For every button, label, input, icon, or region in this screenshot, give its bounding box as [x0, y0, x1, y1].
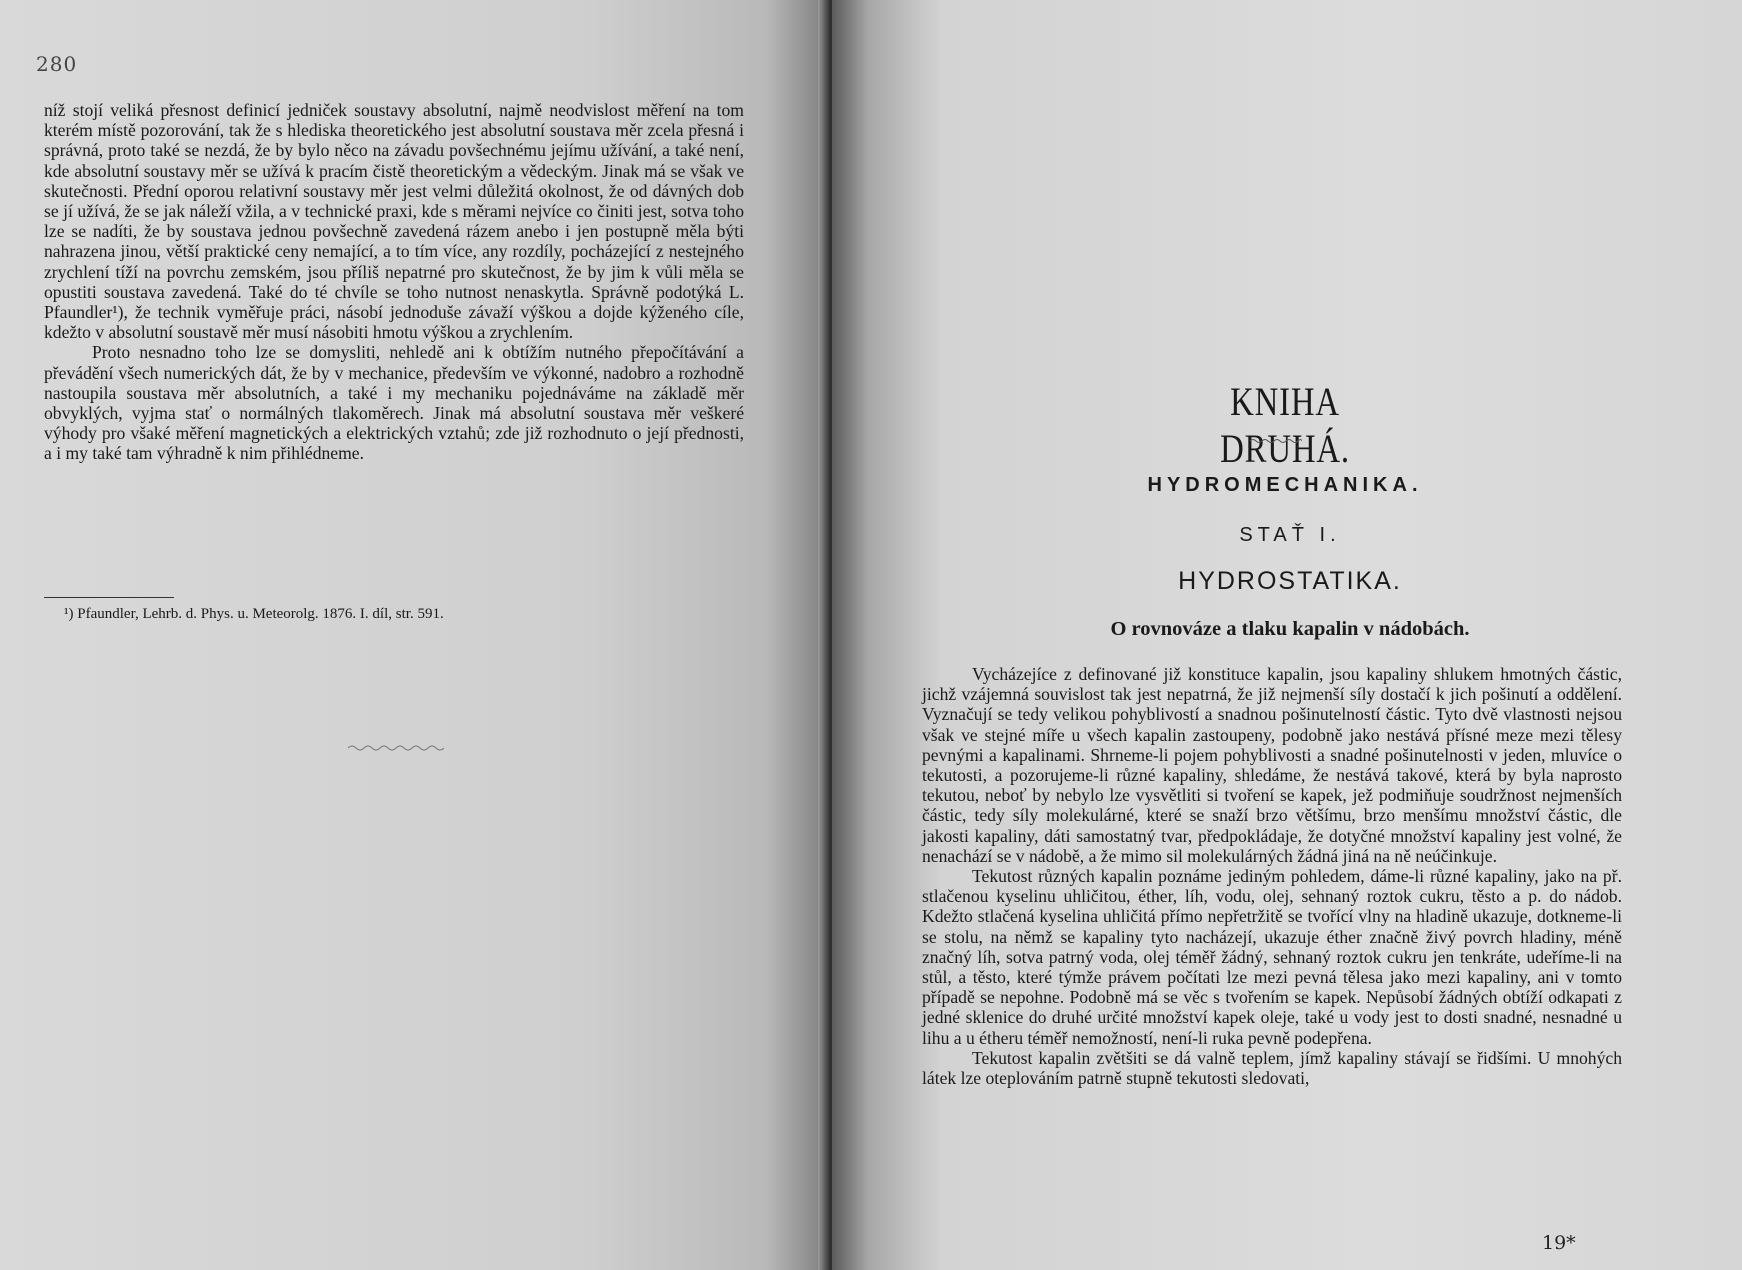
paragraph: Proto nesnadno toho lze se domysliti, nehledě ani k obtížím nutného přepočítávání a převádění všech numerických dát, že by v mechanice, především ve výkonné, nadobro a rozhodně nastoupila soustava měr absolutních, a také i my mechaniku pojednáváme na základě měr obvyklých, vyjma stať o normálných tlakoměrech. Jinak má absolutní soustava měr veškeré výhody pro všaké měření magnetických a elektrických vztahů; zde již rozhodnuto o její přednosti, a i my také tam výhradně k nim přihlédneme.	[44, 342, 744, 464]
ornament-flourish	[348, 744, 444, 752]
ornament-flourish	[1250, 438, 1302, 444]
left-page-body	[44, 100, 744, 464]
paragraph: Vycházejíce z definované již konstituce kapalin, jsou kapaliny shlukem hmotných částic, jichž vzájemná souvislost tak jest nepatrná, že již nejmenší síly dostačí k jich pošinutí a oddělení. Vyznačují se tedy velikou pohyblivostí a snadnou pošinutelností částic. Tyto dvě vlastnosti nejsou však ve stejné míře u všech kapalin zastoupeny, podobně jako nestává přísné meze mezi tělesy pevnými a kapalinami. Shrneme-li pojem pohyblivosti a snadné pošinutelnosti v jeden, mluvíce o tekutosti, a pozorujeme-li různé kapaliny, shledáme, že nestává takové, která by byla naprosto tekutou, neboť by nebylo lze vysvětliti si tvoření se kapek, jež podmiňuje soudržnost nejmenších částic, tedy síly molekulárné, které se snaží brzo většímu, brzo menšímu množství částic, dle jakosti kapaliny, dáti samostatný tvar, předpokládaje, že dotyčné množství kapaliny jest volné, že nenachází se v nádobě, a že mimo sil molekulárných žádná jiná na ně neúčinkuje.	[922, 664, 1622, 866]
paragraph: níž stojí veliká přesnost definicí jedniček soustavy absolutní, najmě neodvislost měření na tom kterém místě pozorování, tak že s hlediska theoretického jest absolutní soustava měr zcela přesná i správná, proto také se nezdá, že by bylo něco na závadu povšechnému jejímu užívání, a také není, kde absolutní soustavy měr se užívá k pracím čistě theoretickým a vědeckým. Jinak má se však ve skutečnosti. Přední oporou relativní soustavy měr jest velmi důležitá okolnost, že od dávných dob se jí užívá, že se jak náleží vžila, a v technické praxi, kde s měrami nejvíce co činiti jest, sotva toho lze se nadíti, že by soustava jednou povšechně zavedená rázem anebo i jen postupně měla býti nahrazena jinou, větší praktické ceny nemající, a to tím více, any rozdíly, pocházející z nestejného zrychlení tíží na povrchu zemském, jsou příliš nepatrné pro skutečnost, že by jim k vůli měla se opustiti soustava zavedená. Také do té chvíle se toho nutnost nenaskytla. Správně podotýká L. Pfaundler¹), že technik vyměřuje práci, násobí jednoduše závaží výškou a dojde kýženého cíle, kdežto v absolutní soustavě měr musí násobiti hmotu výškou a zrychlením.	[44, 100, 744, 343]
subheading: O rovnováze a tlaku kapalin v nádobách.	[1110, 618, 1470, 640]
footnote: ¹) Pfaundler, Lehrb. d. Phys. u. Meteorolg. 1876. I. díl, str. 591.	[64, 606, 444, 622]
right-page-body	[922, 664, 1622, 1088]
section-number: STAŤ I.	[1239, 524, 1341, 546]
paragraph: Tekutost různých kapalin poznáme jediným pohledem, dáme-li různé kapaliny, jako na př. stlačenou kyselinu uhličitou, éther, líh, vodu, olej, sehnaný roztok cukru, těsto a p. do nádob. Kdežto stlačená kyselina uhličitá přímo nepřetržitě se tvořící vlny na hladině ukazuje, dotkneme-li se stolu, na němž se kapaliny tyto nacházejí, ukazuje éther značně živý povrch hladiny, méně značný líh, sotva patrný voda, olej téměř žádný, sehnaný roztok cukru jen tenkráte, udeříme-li na stůl, a těsto, které týmže právem počítati lze mezi pevná tělesa jako mezi kapaliny, ani v tomto případě se nepohne. Podobně má se věc s tvořením se kapek. Nepůsobí žádných obtíží odkapati z jedné sklenice do druhé určité množství kapek oleje, také u vody jest to dosti snadné, nesnadné u lihu a u étheru téměř nemožností, není-li ruka pevně podepřena.	[922, 866, 1622, 1048]
paragraph: Tekutost kapalin zvětšiti se dá valně teplem, jímž kapaliny stávají se řidšími. U mnohých látek lze oteplováním patrně stupně tekutosti sledovati,	[922, 1047, 1622, 1089]
book-title: KNIHA DRUHÁ.	[1220, 379, 1350, 471]
page-number: 280	[36, 52, 78, 76]
signature-mark: 19*	[1542, 1232, 1576, 1254]
section-title: HYDROSTATIKA.	[1178, 567, 1402, 595]
subject-heading: HYDROMECHANIKA.	[1147, 474, 1423, 496]
footnote-rule	[44, 597, 174, 598]
left-page	[0, 0, 832, 1270]
